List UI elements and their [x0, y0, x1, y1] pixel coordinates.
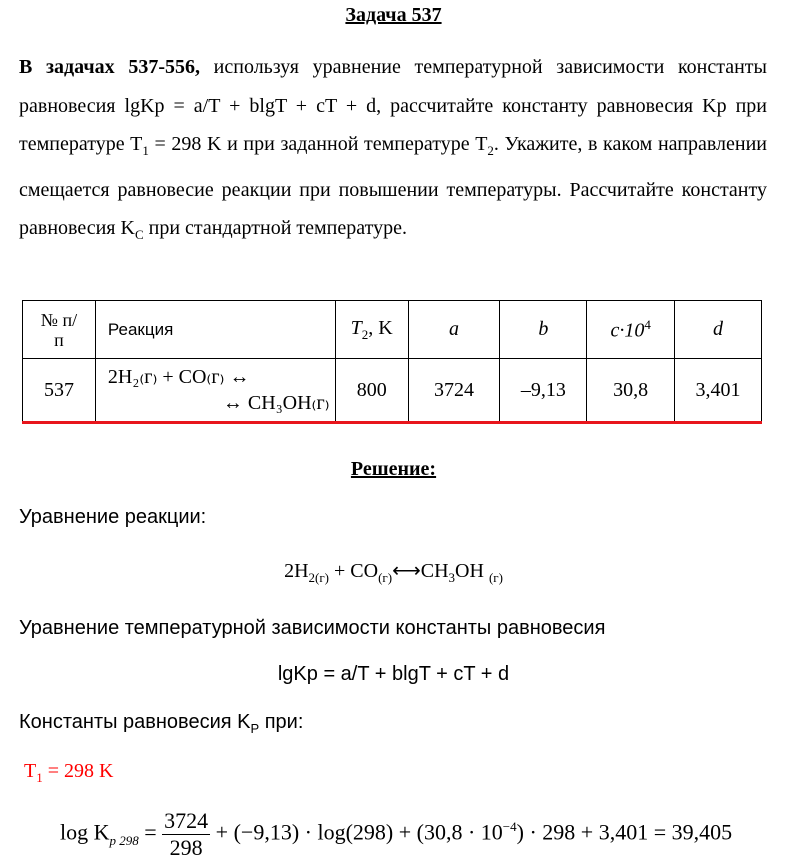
sup: −4: [502, 819, 517, 835]
table-underline: [22, 421, 762, 424]
sub: P: [250, 721, 260, 736]
header-reaction: Реакция: [95, 301, 335, 359]
header-num: № п/п: [23, 301, 96, 359]
dependence-equation: lgKp = a/T + blgT + cT + d: [277, 663, 510, 685]
cell-t2: 800: [335, 359, 408, 422]
equilibrium-arrow: ⟷: [392, 560, 421, 582]
a-symbol: a: [449, 318, 460, 340]
sub: 1: [142, 143, 149, 159]
t-symbol: T: [24, 760, 37, 782]
t-symbol: T: [350, 316, 362, 339]
statement-text: = 298 K и при заданной температуре T: [148, 133, 488, 156]
statement-text: используя уравнение температурной зависимости константы равновесия lgKp = a/T + blgT + cT + d, рассчитайте константу равновесия Kp при температуре T: [19, 56, 767, 156]
cell-b: –9,13: [500, 359, 587, 422]
reaction-equation: [0, 558, 787, 586]
sub: p 298: [109, 832, 139, 848]
b-symbol: b: [538, 318, 549, 340]
cell-num: 537: [23, 359, 96, 422]
cell-reaction: [95, 359, 335, 422]
sub: (г): [378, 570, 393, 585]
sub: 2: [487, 143, 494, 159]
task-title: Задача 537: [345, 4, 442, 26]
reaction-label: Уравнение реакции:: [19, 506, 207, 528]
reaction-line: ↔ CH₃OH₍г₎: [222, 392, 330, 414]
table-row: [23, 359, 762, 422]
task-range: В задачах 537-556,: [19, 56, 200, 78]
d-symbol: d: [713, 318, 724, 340]
task-statement: [19, 48, 767, 255]
eq-part: + CO: [329, 560, 379, 582]
sub: 2(г): [308, 570, 330, 585]
eq-part: 2H: [284, 560, 309, 582]
constants-label: [19, 711, 303, 736]
sub: 1: [36, 770, 43, 785]
unit: , K: [368, 316, 393, 339]
cell-a: 3724: [408, 359, 500, 422]
statement-text: при стандартной температуре.: [143, 217, 407, 240]
reaction-line: 2H₂₍г₎ + CO₍г₎ ↔: [107, 366, 250, 388]
cell-c: 30,8: [587, 359, 675, 422]
sub: (г): [488, 570, 503, 585]
sub: 2: [361, 326, 369, 342]
header-c: [587, 301, 675, 359]
formula-part: + (−9,13) · log(298) + (30,8 · 10: [210, 819, 503, 845]
header-t2: [335, 301, 408, 359]
t1-value: = 298 K: [42, 760, 114, 782]
formula-part: ) · 298 + 3,401 = 39,405: [516, 819, 733, 845]
numerator: 3724: [164, 808, 209, 833]
label-text: Константы равновесия K: [19, 711, 251, 733]
header-a: [408, 301, 500, 359]
log-kp-formula: $\log K_{p 298}$ = $\frac{3724}{298}$ + $(-9,13) \cdot \log(298) + (30,8 \cdot 10^{-4}) \cdot 298 + 3,401 = 39,405$: [60, 808, 733, 860]
table-header-row: [23, 301, 762, 359]
solution-heading: Решение:: [350, 458, 437, 480]
statement-text: . Укажите, в каком направлении смещается равновесие реакции при повышении температуры. Рассчитайте константу равновесия K: [19, 133, 767, 240]
dependence-label: Уравнение температурной зависимости константы равновесия: [19, 617, 606, 639]
eq-part: OH: [455, 560, 489, 582]
formula-lhs: log K: [60, 819, 110, 845]
sub: C: [134, 227, 144, 243]
sup: 4: [644, 316, 651, 332]
eq-part: CH: [420, 560, 449, 582]
c-symbol: c·10: [610, 319, 645, 342]
denominator: 298: [169, 835, 203, 860]
cell-d: 3,401: [675, 359, 762, 422]
header-b: [500, 301, 587, 359]
label-text: при:: [259, 711, 304, 733]
header-d: [675, 301, 762, 359]
data-table: [22, 300, 762, 422]
fraction: [162, 808, 210, 861]
sub: 3: [448, 570, 456, 585]
t1-label: [24, 760, 113, 786]
